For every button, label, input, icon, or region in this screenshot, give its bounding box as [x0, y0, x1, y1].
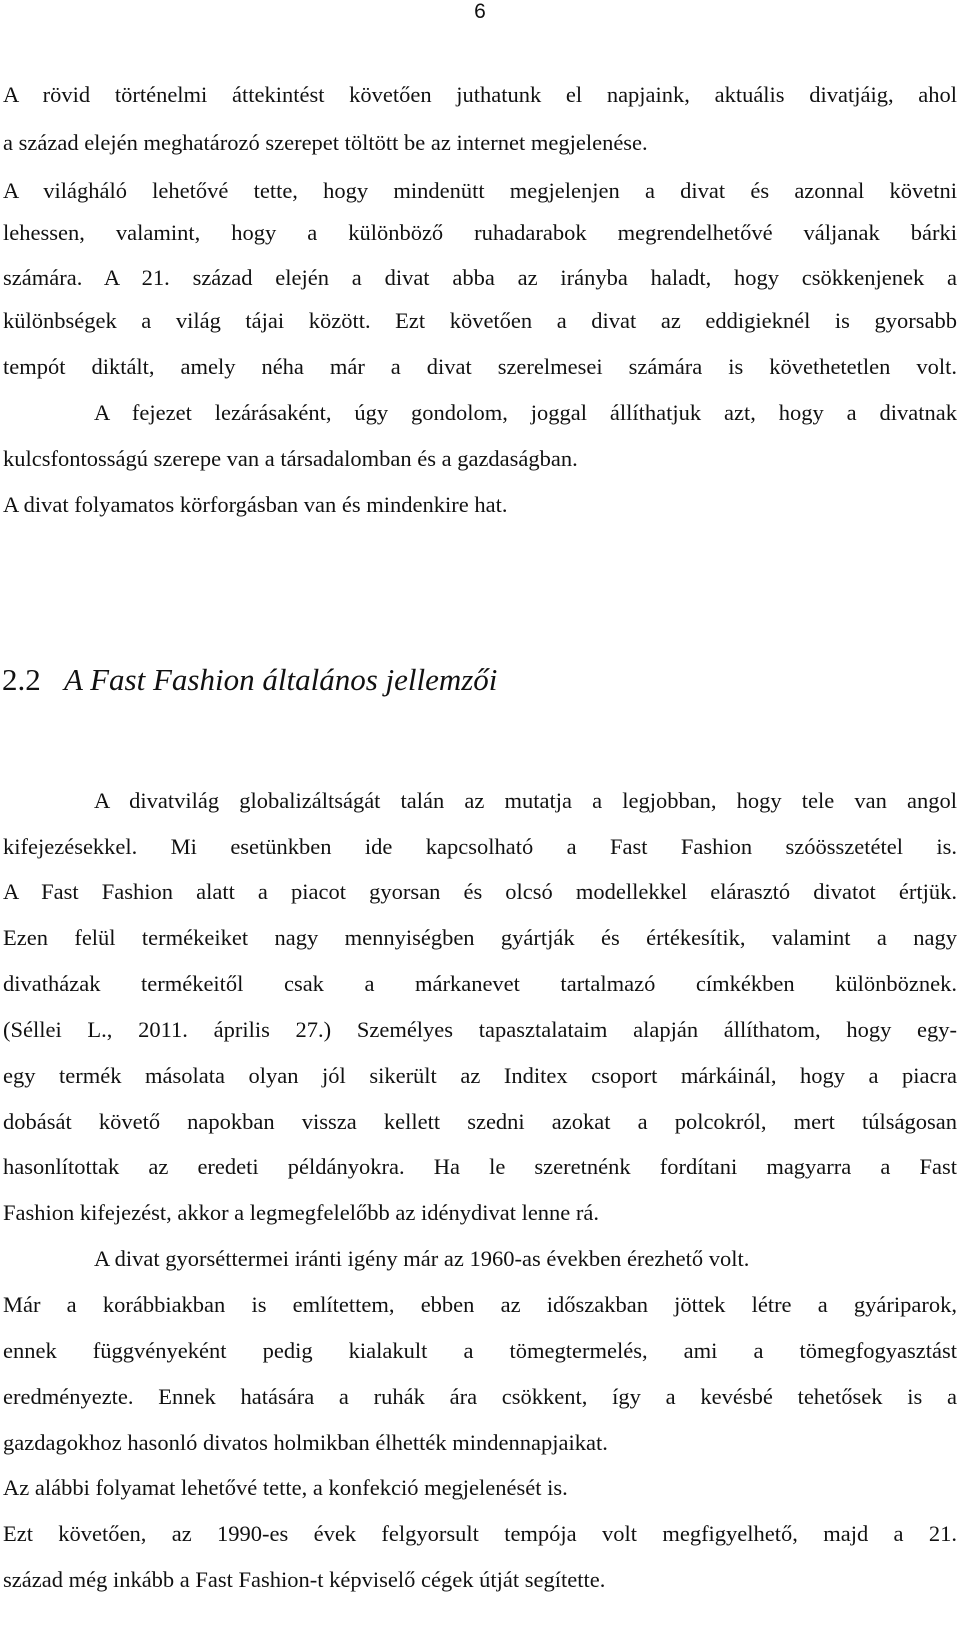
text-line: A rövid történelmi áttekintést követően juthatunk el napjaink, aktuális divatjáig, ahol	[3, 82, 957, 107]
text-line: század még inkább a Fast Fashion-t képviselő cégek útját segítette.	[3, 1567, 606, 1592]
text-line: tempót diktált, amely néha már a divat szerelmesei számára is követhetetlen volt.	[3, 354, 957, 379]
text-line: számára. A 21. század elején a divat abba az irányba haladt, hogy csökkenjenek a	[3, 265, 957, 290]
text-line: hasonlítottak az eredeti példányokra. Ha le szeretnénk fordítani magyarra a Fast	[3, 1154, 957, 1179]
text-line: Már a korábbiakban is említettem, ebben az időszakban jöttek létre a gyáriparok,	[3, 1292, 957, 1317]
page-number: 6	[474, 0, 486, 23]
text-line: A divat gyorséttermei iránti igény már az 1960-as években érezhető volt.	[94, 1246, 750, 1271]
text-line: Ezt követően, az 1990-es évek felgyorsult tempója volt megfigyelhető, majd a 21.	[3, 1521, 957, 1546]
text-line: dobását követő napokban vissza kellett szedni azokat a polcokról, mert túlságosan	[3, 1109, 957, 1134]
text-line: kifejezésekkel. Mi esetünkben ide kapcsolható a Fast Fashion szóösszetétel is.	[3, 834, 957, 859]
text-line: divatházak termékeitől csak a márkanevet tartalmazó címkékben különböznek.	[3, 971, 957, 996]
section-title: A Fast Fashion általános jellemzői	[64, 662, 498, 697]
text-line: A divat folyamatos körforgásban van és mindenkire hat.	[3, 492, 508, 517]
text-line: különbségek a világ tájai között. Ezt követően a divat az eddigieknél is gyorsabb	[3, 308, 957, 333]
text-line: ennek függvényeként pedig kialakult a tömegtermelés, ami a tömegfogyasztást	[3, 1338, 957, 1363]
text-line: Ezen felül termékeiket nagy mennyiségben gyártják és értékesítik, valamint a nagy	[3, 925, 957, 950]
text-line: kulcsfontosságú szerepe van a társadalomban és a gazdaságban.	[3, 446, 578, 471]
text-line: A Fast Fashion alatt a piacot gyorsan és olcsó modellekkel elárasztó divatot értjük.	[3, 879, 957, 904]
text-line: A fejezet lezárásaként, úgy gondolom, joggal állíthatjuk azt, hogy a divatnak	[94, 400, 957, 425]
text-line: (Séllei L., 2011. április 27.) Személyes tapasztalataim alapján állíthatom, hogy egy-	[3, 1017, 957, 1042]
text-line: A világháló lehetővé tette, hogy mindenütt megjelenjen a divat és azonnal követni	[3, 178, 957, 203]
text-line: A divatvilág globalizáltságát talán az mutatja a legjobban, hogy tele van angol	[94, 788, 957, 813]
text-line: Az alábbi folyamat lehetővé tette, a konfekció megjelenését is.	[3, 1475, 568, 1500]
text-line: a század elején meghatározó szerepet töltött be az internet megjelenése.	[3, 130, 648, 155]
section-number: 2.2	[2, 662, 41, 697]
text-line: egy termék másolata olyan jól sikerült az Inditex csoport márkáinál, hogy a piacra	[3, 1063, 957, 1088]
text-line: eredményezte. Ennek hatására a ruhák ára csökkent, így a kevésbé tehetősek is a	[3, 1384, 957, 1409]
text-line: lehessen, valamint, hogy a különböző ruhadarabok megrendelhetővé váljanak bárki	[3, 220, 957, 245]
section-heading	[2, 660, 497, 700]
text-line: Fashion kifejezést, akkor a legmegfelelőbb az idénydivat lenne rá.	[3, 1200, 600, 1225]
text-line: gazdagokhoz hasonló divatos holmikban élhették mindennapjaikat.	[3, 1430, 608, 1455]
